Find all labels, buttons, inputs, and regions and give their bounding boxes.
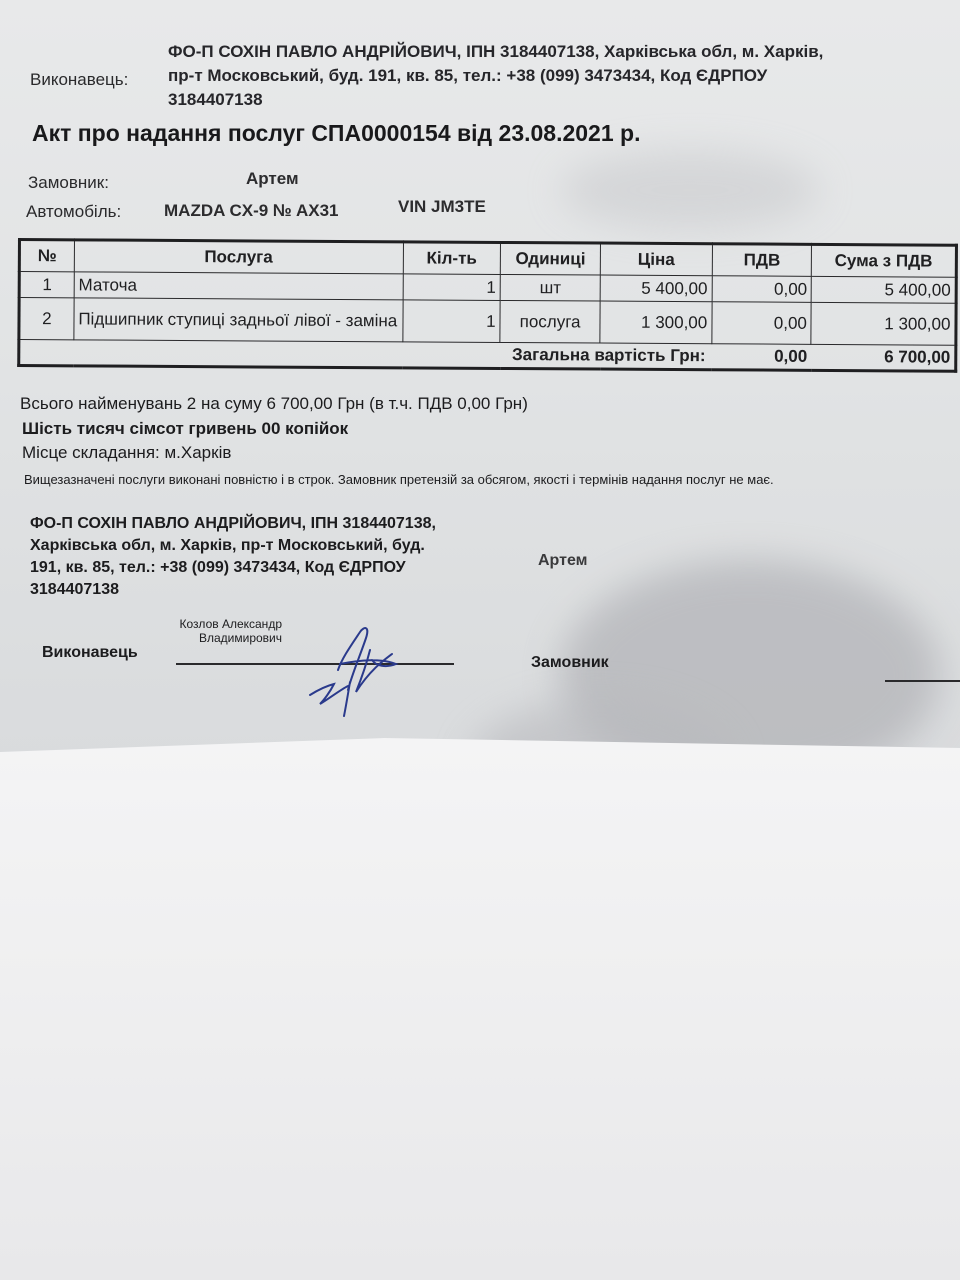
customer-signature-name: Артем <box>538 552 588 569</box>
total-label: Загальна вартість Грн: <box>512 345 706 366</box>
place-of-issue: Місце складання: м.Харків <box>22 443 232 462</box>
car-value: MAZDA CX-9 № AX31 <box>164 201 339 220</box>
cell-price: 1 300,00 <box>600 301 712 344</box>
customer-value: Артем <box>246 169 299 188</box>
cell-number: 1 <box>19 272 74 298</box>
col-header: ПДВ <box>712 244 812 277</box>
customer-sign-line <box>885 680 960 682</box>
cell-service: Підшипник ступиці задньої лівої - заміна <box>74 298 403 342</box>
folded-paper-lower <box>0 738 960 1280</box>
total-vat: 0,00 <box>774 346 808 366</box>
cell-qty: 1 <box>402 300 500 343</box>
summary-line: Всього найменувань 2 на суму 6 700,00 Грн (в т.ч. ПДВ 0,00 Грн) <box>20 394 528 413</box>
executor-details: ФО-П СОХІН ПАВЛО АНДРІЙОВИЧ, ІПН 3184407138, Харківська обл, м. Харків, пр-т Московський, буд. 191, кв. 85, тел.: +38 (099) 3473434, Код ЄДРПОУ 3184407138 <box>168 42 824 109</box>
act-title: Акт про надання послуг СПА0000154 від 23.08.2021 р. <box>32 120 641 146</box>
cell-service: Маточа <box>74 272 403 300</box>
col-header: Сума з ПДВ <box>812 244 957 277</box>
table-row <box>19 298 956 346</box>
executor-signature-block: ФО-П СОХІН ПАВЛО АНДРІЙОВИЧ, ІПН 3184407138, Харківська обл, м. Харків, пр-т Московський, буд. 191, кв. 85, тел.: +38 (099) 3473434, Код ЄДРПОУ 3184407138 <box>30 515 436 598</box>
cell-sum: 5 400,00 <box>812 276 957 303</box>
col-header: Одиниці <box>500 242 600 275</box>
cell-unit: шт <box>500 274 600 301</box>
services-table <box>17 238 958 373</box>
signer-name: Козлов Александр Владимирович <box>179 617 282 645</box>
cell-price: 5 400,00 <box>600 275 712 302</box>
cell-unit: послуга <box>500 300 600 343</box>
redaction-blur <box>560 150 820 230</box>
col-header: № <box>19 240 74 272</box>
col-header: Послуга <box>74 240 403 274</box>
executor-label: Виконавець: <box>30 70 129 89</box>
cell-vat: 0,00 <box>712 302 812 345</box>
executor-sign-label: Виконавець <box>42 644 138 661</box>
customer-sign-label: Замовник <box>531 654 609 671</box>
completion-note: Вищезазначені послуги виконані повністю і в строк. Замовник претензій за обсягом, якості і термінів надання послуг не має. <box>24 472 774 487</box>
car-label: Автомобіль: <box>26 202 122 221</box>
col-header: Кіл-ть <box>403 242 501 275</box>
vin-value: VIN JM3TE <box>398 197 486 216</box>
cell-vat: 0,00 <box>712 276 812 303</box>
customer-label: Замовник: <box>28 173 109 192</box>
handwritten-signature <box>300 620 410 725</box>
cell-sum: 1 300,00 <box>811 302 956 345</box>
total-sum: 6 700,00 <box>884 347 951 367</box>
amount-in-words: Шість тисяч сімсот гривень 00 копійок <box>22 419 349 438</box>
cell-qty: 1 <box>403 274 501 301</box>
total-row <box>19 340 956 372</box>
col-header: Ціна <box>600 243 712 276</box>
cell-number: 2 <box>19 298 74 340</box>
